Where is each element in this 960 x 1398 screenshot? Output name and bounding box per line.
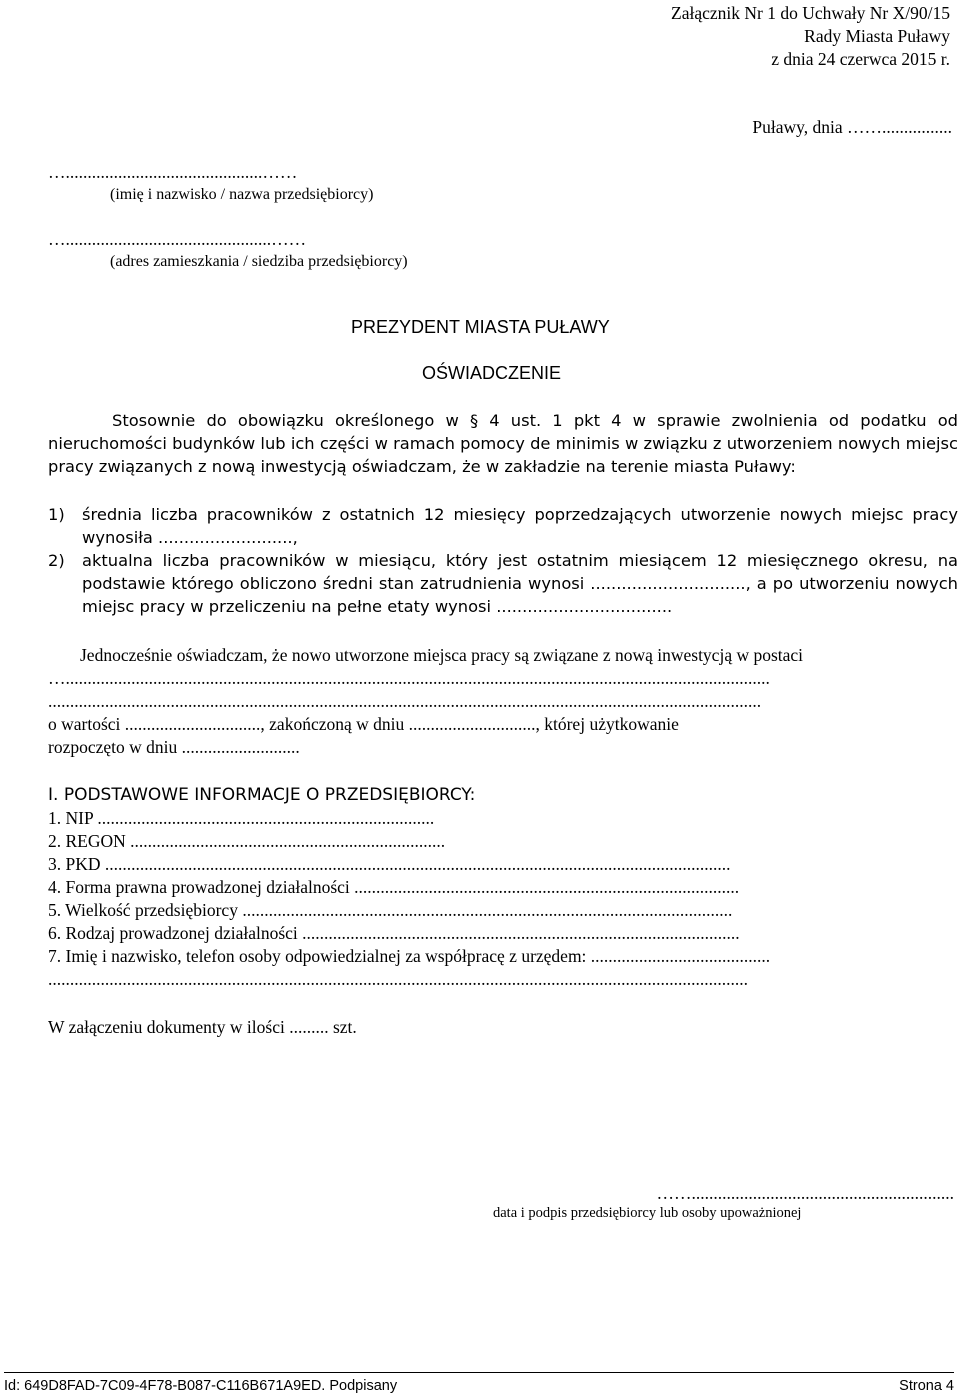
intro-paragraph: [48, 409, 958, 478]
list-item-text: średnia liczba pracowników z ostatnich 12 miesięcy poprzedzających utworzenie nowych miejsc pracy wynosiła ..........................,: [82, 505, 958, 547]
place-date: Puławy, dnia ……................: [752, 117, 952, 137]
document-footer: [4, 1372, 954, 1398]
basic-info-heading: I. PODSTAWOWE INFORMACJE O PRZEDSIĘBIORCY:: [48, 785, 476, 805]
legal-form-line: 4. Forma prawna prowadzonej działalności ........................................................................................: [48, 877, 740, 897]
list-item-text: aktualna liczba pracowników w miesiącu, który jest ostatnim miesiącem 12 miesięcznego okresu, na podstawie którego obliczono średni stan zatrudnienia wynosi .............................., a po utworzeniu nowych miejsc pracy w przeliczeniu na pełne etaty wynosi ..................................: [82, 551, 958, 616]
investment-dots-line-2: ...................................................................................................................................................................: [48, 691, 762, 711]
attachment-header: [550, 2, 950, 71]
attachment-line-2: Rady Miasta Puławy: [804, 26, 950, 46]
investment-dots-line-1: ….................................................................................................................................................................: [48, 668, 770, 688]
name-dots: ….............................................……: [48, 162, 298, 182]
document-id: Id: 649D8FAD-7C09-4F78-B087-C116B671A9ED. Podpisany: [4, 1378, 398, 1394]
list-item-number: 1): [48, 505, 65, 524]
list-item-1: [48, 503, 958, 549]
page-number: Strona 4: [899, 1378, 954, 1394]
addressee: PREZYDENT MIASTA PUŁAWY: [351, 317, 610, 337]
attachments-count: W załączeniu dokumenty w ilości ......... szt.: [48, 1017, 357, 1037]
investment-start-line: rozpoczęto w dniu ...........................: [48, 737, 300, 757]
list-item-2: [48, 549, 958, 618]
investment-statement: Jednocześnie oświadczam, że nowo utworzone miejsca pracy są związane z nową inwestycją w postaci: [80, 645, 804, 665]
address-block: [48, 228, 468, 273]
activity-type-line: 6. Rodzaj prowadzonej działalności ....................................................................................................: [48, 923, 740, 943]
contact-person-line: 7. Imię i nazwisko, telefon osoby odpowiedzialnej za współpracę z urzędem: .........................................: [48, 946, 771, 966]
company-size-line: 5. Wielkość przedsiębiorcy ................................................................................................................: [48, 900, 733, 920]
entrepreneur-block: [48, 161, 468, 206]
document-title: OŚWIADCZENIE: [422, 363, 562, 383]
attachment-line-3: z dnia 24 czerwca 2015 r.: [771, 49, 950, 69]
signature-dots: ……............................................................: [656, 1183, 954, 1203]
pkd-line: 3. PKD ...............................................................................................................................................: [48, 854, 731, 874]
name-caption: (imię i nazwisko / nazwa przedsiębiorcy): [110, 186, 374, 203]
regon-line: 2. REGON ........................................................................: [48, 831, 446, 851]
investment-value-line: o wartości ..............................., zakończoną w dniu ............................., której użytkowanie: [48, 714, 679, 734]
signature-caption: data i podpis przedsiębiorcy lub osoby upoważnionej: [493, 1205, 802, 1221]
attachment-line-1: Załącznik Nr 1 do Uchwały Nr X/90/15: [671, 3, 950, 23]
intro-text: Stosownie do obowiązku określonego w § 4 ust. 1 pkt 4 w sprawie zwolnienia od podatku od nieruchomości budynków lub ich części w ramach pomocy de minimis w związku z utworzeniem nowych miejsc pracy związanych z nową inwestycją oświadczam, że w zakładzie na terenie miasta Puławy:: [48, 411, 958, 476]
nip-line: 1. NIP .............................................................................: [48, 808, 435, 828]
address-dots: …...............................................……: [48, 229, 307, 249]
address-caption: (adres zamieszkania / siedziba przedsiębiorcy): [110, 253, 408, 270]
list-item-number: 2): [48, 551, 65, 570]
contact-person-continuation: ................................................................................................................................................................: [48, 969, 748, 989]
